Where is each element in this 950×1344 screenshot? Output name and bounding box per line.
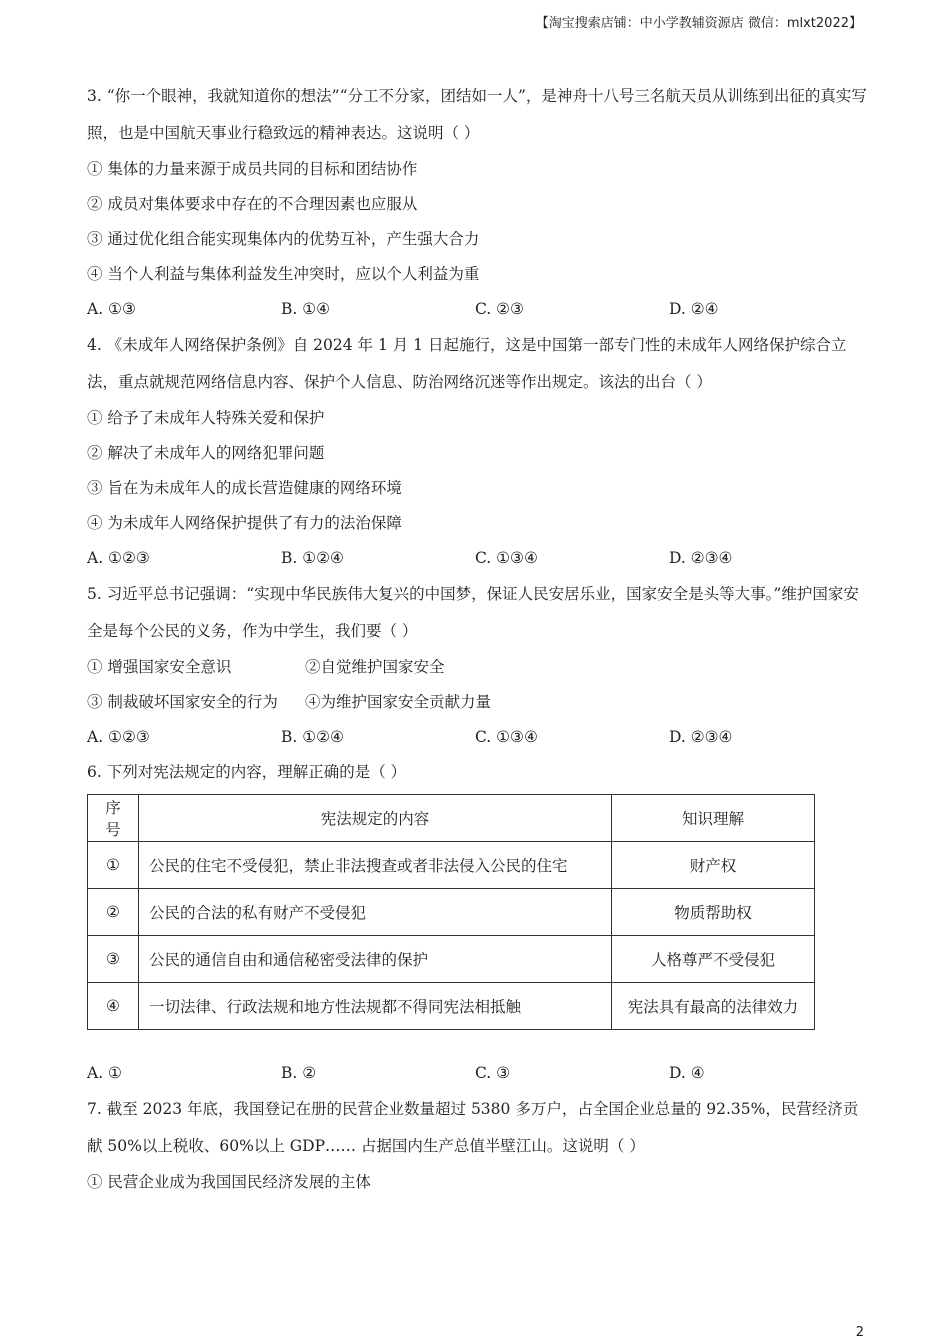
table-row	[88, 889, 815, 936]
table-cell: 公民的合法的私有财产不受侵犯	[139, 889, 612, 936]
table-header-row	[88, 795, 815, 842]
choice-c: C. ③	[475, 1064, 511, 1082]
statement-item: ① 增强国家安全意识	[87, 658, 232, 676]
table-cell: 一切法律、行政法规和地方性法规都不得同宪法相抵触	[139, 983, 612, 1030]
statement-item: ② 成员对集体要求中存在的不合理因素也应服从	[87, 195, 418, 213]
statement-item: ④为维护国家安全贡献力量	[305, 693, 492, 711]
choice-a: A. ①②③	[87, 728, 150, 746]
question-stem: 3. “你一个眼神，我就知道你的想法”“分工不分家，团结如一人”，是神舟十八号三名航天员从训练到出征的真实写照，也是中国航天事业行稳致远的精神表达。这说明（ ）	[87, 87, 867, 142]
statement-item: ③ 通过优化组合能实现集体内的优势互补，产生强大合力	[87, 230, 480, 248]
choice-d: D. ④	[669, 1064, 705, 1082]
table-cell: 物质帮助权	[612, 889, 815, 936]
table-cell: ①	[88, 842, 139, 889]
choice-a: A. ①③	[87, 300, 136, 318]
answer-choices	[87, 541, 867, 576]
question-6	[87, 755, 867, 1091]
question-stem: 7. 截至 2023 年底，我国登记在册的民营企业数量超过 5380 多万户，占全国企业总量的 92.35%，民营经济贡献 50%以上税收、60%以上 GDP…… 占据国内生产总值半壁江山。这说明（ ）	[87, 1100, 859, 1155]
answer-choices	[87, 720, 867, 755]
table-header-cell: 宪法规定的内容	[139, 795, 612, 842]
table-cell: ②	[88, 889, 139, 936]
table-header-cell: 序号	[88, 795, 139, 842]
choice-b: B. ②	[281, 1064, 317, 1082]
question-stem: 4. 《未成年人网络保护条例》自 2024 年 1 月 1 日起施行，这是中国第一部专门性的未成年人网络保护综合立法，重点就规范网络信息内容、保护个人信息、防治网络沉迷等作出规定。该法的出台（ ）	[87, 336, 847, 391]
page-header: 【淘宝搜索店铺：中小学教辅资源店 微信：mlxt2022】	[535, 16, 862, 31]
table-row	[88, 936, 815, 983]
statement-item: ① 民营企业成为我国国民经济发展的主体	[87, 1173, 371, 1191]
table-row	[88, 983, 815, 1030]
question-5	[87, 576, 867, 755]
table-row	[88, 842, 815, 889]
statement-item: ③ 制裁破坏国家安全的行为	[87, 693, 278, 711]
choice-c: C. ①③④	[475, 549, 538, 567]
answer-choices	[87, 1056, 867, 1091]
table-cell: ④	[88, 983, 139, 1030]
choice-b: B. ①④	[281, 300, 331, 318]
constitution-table	[87, 794, 815, 1030]
statement-item: ① 给予了未成年人特殊关爱和保护	[87, 409, 325, 427]
statement-item: ③ 旨在为未成年人的成长营造健康的网络环境	[87, 479, 402, 497]
answer-choices	[87, 292, 867, 327]
question-4	[87, 327, 867, 576]
choice-b: B. ①②④	[281, 728, 344, 746]
choice-d: D. ②④	[669, 300, 719, 318]
table-cell: 人格尊严不受侵犯	[612, 936, 815, 983]
statement-item: ② 解决了未成年人的网络犯罪问题	[87, 444, 325, 462]
statement-row	[87, 685, 867, 720]
statement-row	[87, 650, 867, 685]
question-content	[87, 78, 867, 1200]
choice-a: A. ①②③	[87, 549, 150, 567]
question-stem: 6. 下列对宪法规定的内容，理解正确的是（ ）	[87, 763, 407, 781]
page-number: 2	[855, 1325, 864, 1340]
question-7	[87, 1091, 867, 1200]
statement-item: ②自觉维护国家安全	[305, 658, 445, 676]
statement-item: ① 集体的力量来源于成员共同的目标和团结协作	[87, 160, 418, 178]
table-cell: 宪法具有最高的法律效力	[612, 983, 815, 1030]
table-cell: 公民的住宅不受侵犯，禁止非法搜查或者非法侵入公民的住宅	[139, 842, 612, 889]
choice-c: C. ②③	[475, 300, 524, 318]
table-cell: ③	[88, 936, 139, 983]
question-3	[87, 78, 867, 327]
choice-d: D. ②③④	[669, 549, 733, 567]
choice-c: C. ①③④	[475, 728, 538, 746]
choice-a: A. ①	[87, 1064, 122, 1082]
choice-d: D. ②③④	[669, 728, 733, 746]
table-cell: 公民的通信自由和通信秘密受法律的保护	[139, 936, 612, 983]
table-cell: 财产权	[612, 842, 815, 889]
choice-b: B. ①②④	[281, 549, 344, 567]
table-header-cell: 知识理解	[612, 795, 815, 842]
question-stem: 5. 习近平总书记强调：“实现中华民族伟大复兴的中国梦，保证人民安居乐业，国家安全是头等大事。”维护国家安全是每个公民的义务，作为中学生，我们要（ ）	[87, 585, 859, 640]
statement-item: ④ 为未成年人网络保护提供了有力的法治保障	[87, 514, 402, 532]
statement-item: ④ 当个人利益与集体利益发生冲突时，应以个人利益为重	[87, 265, 480, 283]
